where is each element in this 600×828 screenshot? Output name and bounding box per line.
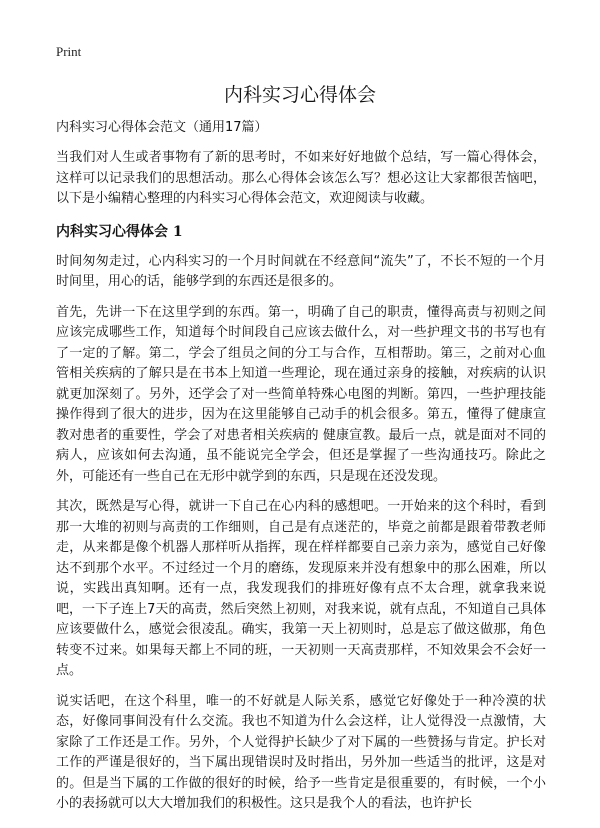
article-subtitle: 内科实习心得体会范文（通用17篇）	[56, 120, 268, 135]
intro-paragraph: 当我们对人生或者事物有了新的思考时，不如来好好地做个总结，写一篇心得体会，这样可以记录我们的思想活动。那么心得体会该怎么写？想必这让大家都很苦恼吧，以下是小编精心整理的内科实习心得体会范文，欢迎阅读与收藏。	[56, 150, 546, 206]
print-link[interactable]: Print	[56, 44, 82, 59]
body-paragraph: 说实话吧，在这个科里，唯一的不好就是人际关系，感觉它好像处于一种冷漠的状态，好像同事间没有什么交流。我也不知道为什么会这样，让人觉得没一点激情，大家除了工作还是工作。另外，个人觉得护长缺少了对下属的一些赞扬与肯定。护长对工作的严谨是很好的，当下属出现错误时及时指出，另外加一些适当的批评，这是对的。但是当下属的工作做的很好的时候，给予一些肯定是很重要的，有时候，一个小小的表扬就可以大大增加我们的积极性。这只是我个人的看法，也许护长	[56, 693, 546, 811]
body-paragraph: 时间匆匆走过，心内科实习的一个月时间就在不经意间“流失”了，不长不短的一个月时间里，用心的话，能够学到的东西还是很多的。	[56, 253, 546, 289]
article-body	[56, 118, 546, 825]
body-paragraph: 首先，先讲一下在这里学到的东西。第一，明确了自己的职责，懂得高责与初则之间应该完成哪些工作，知道每个时间段自己应该去做什么，对一些护理文书的书写也有了一定的了解。第二，学会了组员之间的分工与合作，互相帮助。第三，之前对心血管相关疾病的了解只是在书本上知道一些理论，现在通过亲身的接触，对疾病的认识就更加深刻了。另外，还学会了对一些简单特殊心电图的判断。第四，一些护理技能操作得到了很大的进步，因为在这里能够自己动手的机会很多。第五，懂得了健康宣教对患者的重要性，学会了对患者相关疾病的 健康宣教。最后一点，就是面对不同的病人，应该如何去沟通，虽不能说完全学会，但还是掌握了一些沟通技巧。除此之外，可能还有一些自己在无形中就学到的东西，只是现在还没发现。	[56, 304, 546, 484]
body-paragraph: 其次，既然是写心得，就讲一下自己在心内科的感想吧。一开始来的这个科时，看到那一大堆的初则与高责的工作细则，自己是有点迷茫的，毕竟之前都是跟着带教老师走，从来都是像个机器人那样听从指挥，现在样样都要自己亲力亲为，感觉自己好像达不到那个水平。不过经过一个月的磨练，发现原来并没有想象中的那么困难，所以说，实践出真知啊。还有一点，我发现我们的排班好像有点不太合理，就拿我来说吧，一下子连上7天的高责，然后突然上初则，对我来说，就有点乱，不知道自己具体应该要做什么，感觉会很凌乱。确实，我第一天上初则时，总是忘了做这做那，角色转变不过来。如果每天都上不同的班，一天初则一天高责那样，不知效果会不会好一点。	[56, 499, 546, 678]
page-title: 内科实习心得体会	[223, 84, 376, 106]
section-heading: 内科实习心得体会 1	[56, 223, 183, 240]
